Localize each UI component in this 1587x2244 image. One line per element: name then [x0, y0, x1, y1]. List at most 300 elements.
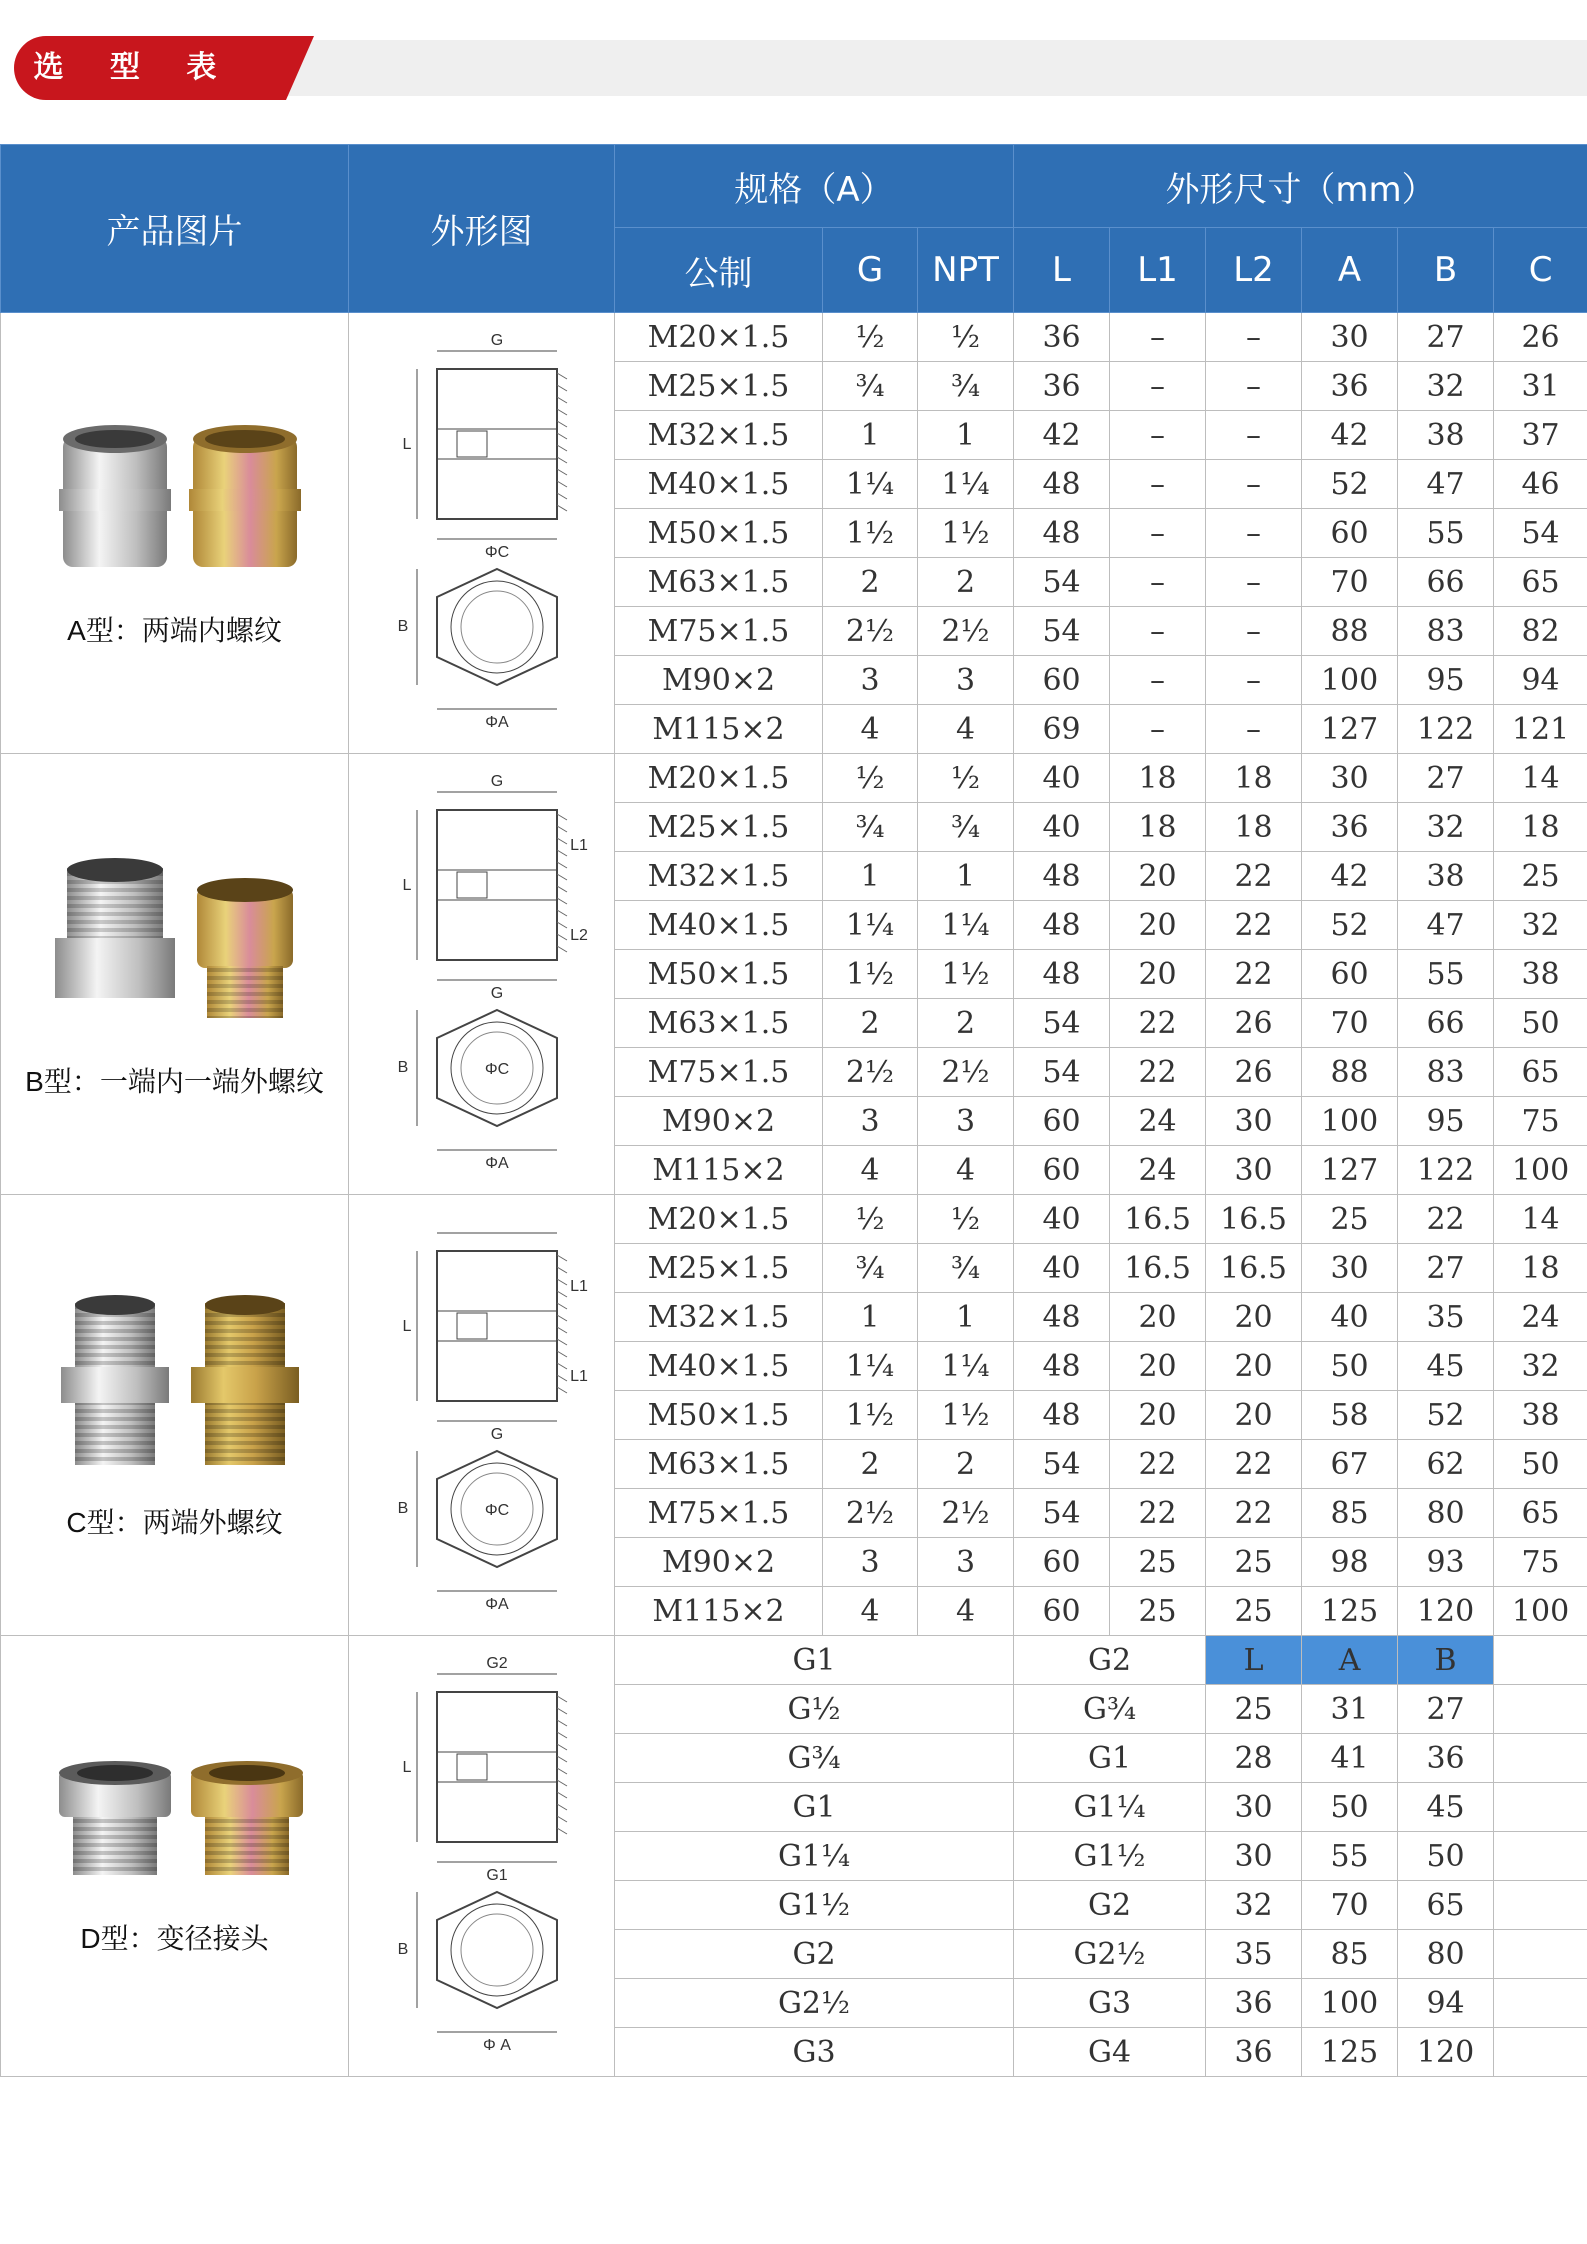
outline-drawing-cell — [349, 1195, 615, 1636]
header-spec-group: 规格（A） — [615, 145, 1014, 228]
cell-l1: – — [1110, 705, 1206, 754]
cell-l: 30 — [1206, 1783, 1302, 1832]
end-view-hexagon — [437, 1892, 557, 2008]
cell-l2: – — [1206, 656, 1302, 705]
cell-l1: – — [1110, 607, 1206, 656]
cell-g: 1¼ — [823, 1342, 918, 1391]
product-photo — [1, 754, 348, 1194]
thread-mark — [557, 421, 567, 427]
cell-metric: M90×2 — [615, 656, 823, 705]
cell-l1: 25 — [1110, 1587, 1206, 1636]
cell-metric: M25×1.5 — [615, 362, 823, 411]
product-photo — [1, 1195, 348, 1635]
cell-l2: 16.5 — [1206, 1244, 1302, 1293]
cell-g1: G1½ — [615, 1881, 1014, 1930]
cell-l: 28 — [1206, 1734, 1302, 1783]
cell-b: 62 — [1398, 1440, 1494, 1489]
cell-g2: G¾ — [1014, 1685, 1206, 1734]
cell-c: 32 — [1494, 1342, 1587, 1391]
cell-g: 2 — [823, 1440, 918, 1489]
cell-l1: – — [1110, 509, 1206, 558]
cell-b: 122 — [1398, 705, 1494, 754]
cell-g2: G2½ — [1014, 1930, 1206, 1979]
cell-b: 55 — [1398, 509, 1494, 558]
cell-metric: M20×1.5 — [615, 1195, 823, 1244]
cell-a: 88 — [1302, 607, 1398, 656]
cell-l: 69 — [1014, 705, 1110, 754]
cell-b: 45 — [1398, 1783, 1494, 1832]
drawing-label-b: B — [397, 618, 408, 635]
cell-b: 120 — [1398, 2028, 1494, 2077]
cell-c: 31 — [1494, 362, 1587, 411]
cell-l2: – — [1206, 411, 1302, 460]
cell-c: 14 — [1494, 1195, 1587, 1244]
thread-mark — [557, 898, 567, 904]
cell-a: 70 — [1302, 999, 1398, 1048]
end-view-outer-circle — [451, 581, 543, 673]
hex-flat — [457, 1313, 487, 1339]
table-row — [1, 1195, 1587, 1244]
cell-l1: 20 — [1110, 950, 1206, 999]
cell-l1: 22 — [1110, 1489, 1206, 1538]
cell-l2: 30 — [1206, 1146, 1302, 1195]
cell-l: 48 — [1014, 1342, 1110, 1391]
cell-g: 2 — [823, 558, 918, 607]
cell-l2: 18 — [1206, 754, 1302, 803]
side-view-body — [437, 1692, 557, 1842]
cell-metric: M32×1.5 — [615, 852, 823, 901]
thread-mark — [557, 826, 567, 832]
drawing-label-l1b: L1 — [569, 1368, 588, 1385]
end-view-inner-circle — [461, 1914, 533, 1986]
cell-g: ¾ — [823, 362, 918, 411]
cell-metric: M20×1.5 — [615, 313, 823, 362]
cell-npt: 1½ — [918, 1391, 1014, 1440]
cell-npt: 4 — [918, 705, 1014, 754]
cell-c: 65 — [1494, 558, 1587, 607]
cell-l1: – — [1110, 460, 1206, 509]
cell-metric: M63×1.5 — [615, 558, 823, 607]
drawing-label-l: L — [402, 1318, 411, 1335]
cell-metric: M50×1.5 — [615, 509, 823, 558]
cell-a: 52 — [1302, 901, 1398, 950]
end-view-outer-circle — [451, 1904, 543, 1996]
cell-metric: M50×1.5 — [615, 950, 823, 999]
cell-b: 80 — [1398, 1930, 1494, 1979]
cell-a: 70 — [1302, 558, 1398, 607]
thread-mark — [557, 934, 567, 940]
cell-g1: G3 — [615, 2028, 1014, 2077]
cell-l: 36 — [1014, 362, 1110, 411]
cell-g: ¾ — [823, 803, 918, 852]
drawing-label-a: Φ A — [482, 2037, 511, 2052]
empty-cell — [1494, 1734, 1587, 1783]
cell-metric: M75×1.5 — [615, 1489, 823, 1538]
cell-l: 32 — [1206, 1881, 1302, 1930]
hex-flat — [457, 872, 487, 898]
cell-npt: 2½ — [918, 1489, 1014, 1538]
cell-c: 38 — [1494, 950, 1587, 999]
cell-npt: 2 — [918, 999, 1014, 1048]
outline-drawing-cell — [349, 313, 615, 754]
subheader-l: L — [1206, 1636, 1302, 1685]
product-photo — [1, 1636, 348, 2076]
thread-mark — [557, 814, 567, 820]
cell-l1: 22 — [1110, 999, 1206, 1048]
cell-metric: M75×1.5 — [615, 1048, 823, 1097]
cell-g: 1 — [823, 1293, 918, 1342]
drawing-label-c: ΦC — [484, 544, 509, 561]
thread-mark — [557, 373, 567, 379]
cell-a: 50 — [1302, 1783, 1398, 1832]
end-view-hexagon — [437, 569, 557, 685]
header-metric: 公制 — [615, 228, 823, 313]
drawing-label-l: L — [402, 436, 411, 453]
cell-l: 30 — [1206, 1832, 1302, 1881]
thread-mark — [557, 1804, 567, 1810]
cell-a: 85 — [1302, 1930, 1398, 1979]
thread-mark — [557, 433, 567, 439]
cell-b: 94 — [1398, 1979, 1494, 2028]
cell-l: 60 — [1014, 1097, 1110, 1146]
cell-npt: 2½ — [918, 607, 1014, 656]
cell-b: 122 — [1398, 1146, 1494, 1195]
banner-title: 选 型 表 — [33, 50, 235, 85]
thread-mark — [557, 910, 567, 916]
empty-cell — [1494, 1783, 1587, 1832]
thread-mark — [557, 1303, 567, 1309]
cell-c: 38 — [1494, 1391, 1587, 1440]
cell-l: 36 — [1206, 2028, 1302, 2077]
type-label: C型：两端外螺纹 — [66, 1507, 283, 1538]
cell-l1: – — [1110, 558, 1206, 607]
cell-l1: 24 — [1110, 1146, 1206, 1195]
cell-b: 120 — [1398, 1587, 1494, 1636]
thread-mark — [557, 1696, 567, 1702]
cell-l2: – — [1206, 607, 1302, 656]
drawing-label-a: ΦA — [484, 1155, 509, 1170]
cell-metric: M50×1.5 — [615, 1391, 823, 1440]
cell-a: 98 — [1302, 1538, 1398, 1587]
cell-c: 50 — [1494, 1440, 1587, 1489]
thread-mark — [557, 850, 567, 856]
product-photo-cell — [1, 754, 349, 1195]
cell-l1: 16.5 — [1110, 1244, 1206, 1293]
cell-l1: – — [1110, 313, 1206, 362]
product-photo — [1, 313, 348, 753]
thread-mark — [557, 493, 567, 499]
header-l: L — [1014, 228, 1110, 313]
cell-a: 100 — [1302, 1979, 1398, 2028]
cell-c: 46 — [1494, 460, 1587, 509]
cell-g2: G2 — [1014, 1881, 1206, 1930]
cell-npt: 1½ — [918, 950, 1014, 999]
cell-g: 3 — [823, 1538, 918, 1587]
thread-mark — [557, 946, 567, 952]
cell-b: 22 — [1398, 1195, 1494, 1244]
cell-l1: 22 — [1110, 1440, 1206, 1489]
cell-b: 83 — [1398, 1048, 1494, 1097]
cell-l2: 18 — [1206, 803, 1302, 852]
section-banner — [14, 36, 1587, 100]
cell-l2: 22 — [1206, 1489, 1302, 1538]
cell-npt: 4 — [918, 1146, 1014, 1195]
cell-l: 48 — [1014, 509, 1110, 558]
thread-mark — [557, 409, 567, 415]
cell-a: 36 — [1302, 362, 1398, 411]
cell-c: 50 — [1494, 999, 1587, 1048]
cell-l2: – — [1206, 558, 1302, 607]
cell-npt: 1½ — [918, 509, 1014, 558]
cell-a: 60 — [1302, 509, 1398, 558]
cell-l1: – — [1110, 411, 1206, 460]
cell-l2: 16.5 — [1206, 1195, 1302, 1244]
cell-c: 18 — [1494, 803, 1587, 852]
outline-drawing-cell — [349, 1636, 615, 2077]
product-photo-cell — [1, 1195, 349, 1636]
thread-mark — [557, 922, 567, 928]
cell-metric: M90×2 — [615, 1097, 823, 1146]
header-b: B — [1398, 228, 1494, 313]
hex-flat — [457, 1754, 487, 1780]
cell-b: 52 — [1398, 1391, 1494, 1440]
cell-npt: 2 — [918, 1440, 1014, 1489]
thread-mark — [557, 481, 567, 487]
cell-c: 32 — [1494, 901, 1587, 950]
cell-g2: G3 — [1014, 1979, 1206, 2028]
cell-b: 66 — [1398, 999, 1494, 1048]
thread-mark — [557, 874, 567, 880]
thread-mark — [557, 1267, 567, 1273]
empty-cell — [1494, 1832, 1587, 1881]
thread-mark — [557, 1387, 567, 1393]
cell-metric: M32×1.5 — [615, 1293, 823, 1342]
cell-b: 66 — [1398, 558, 1494, 607]
drawing-label-g: G — [490, 332, 503, 349]
cell-npt: ½ — [918, 754, 1014, 803]
thread-mark — [557, 1732, 567, 1738]
cell-b: 93 — [1398, 1538, 1494, 1587]
cell-g2: G1½ — [1014, 1832, 1206, 1881]
cell-g1: G2 — [615, 1930, 1014, 1979]
cell-l: 54 — [1014, 607, 1110, 656]
header-g: G — [823, 228, 918, 313]
cell-a: 127 — [1302, 1146, 1398, 1195]
cell-a: 52 — [1302, 460, 1398, 509]
thread-mark — [557, 1744, 567, 1750]
cell-a: 58 — [1302, 1391, 1398, 1440]
thread-mark — [557, 1768, 567, 1774]
thread-mark — [557, 862, 567, 868]
drawing-label-b: B — [397, 1941, 408, 1958]
header-dim-group: 外形尺寸（mm） — [1014, 145, 1587, 228]
cell-b: 36 — [1398, 1734, 1494, 1783]
cell-a: 36 — [1302, 803, 1398, 852]
cell-b: 80 — [1398, 1489, 1494, 1538]
cell-c: 54 — [1494, 509, 1587, 558]
cell-c: 94 — [1494, 656, 1587, 705]
type-label: D型：变径接头 — [80, 1923, 269, 1954]
end-view-inner-circle — [461, 591, 533, 663]
cell-l: 48 — [1014, 852, 1110, 901]
cell-npt: ¾ — [918, 803, 1014, 852]
cell-a: 125 — [1302, 1587, 1398, 1636]
cell-g: 1 — [823, 411, 918, 460]
cell-metric: M75×1.5 — [615, 607, 823, 656]
cell-a: 100 — [1302, 656, 1398, 705]
cell-l: 60 — [1014, 656, 1110, 705]
subheader-g2: G2 — [1014, 1636, 1206, 1685]
cell-a: 30 — [1302, 1244, 1398, 1293]
header-npt: NPT — [918, 228, 1014, 313]
cell-g: 4 — [823, 705, 918, 754]
cell-b: 47 — [1398, 460, 1494, 509]
cell-l2: 20 — [1206, 1391, 1302, 1440]
type-label: A型：两端内螺纹 — [67, 615, 282, 646]
cell-c: 25 — [1494, 852, 1587, 901]
cell-l2: – — [1206, 460, 1302, 509]
cell-g: 2 — [823, 999, 918, 1048]
cell-l: 54 — [1014, 999, 1110, 1048]
thread-mark — [557, 838, 567, 844]
table-row — [1, 313, 1587, 362]
cell-metric: M40×1.5 — [615, 901, 823, 950]
thread-mark — [557, 397, 567, 403]
cell-l1: 20 — [1110, 1293, 1206, 1342]
cell-l1: 24 — [1110, 1097, 1206, 1146]
cell-l: 42 — [1014, 411, 1110, 460]
subheader-a: A — [1302, 1636, 1398, 1685]
cell-l: 54 — [1014, 1048, 1110, 1097]
drawing-label-b: B — [397, 1500, 408, 1517]
cell-g2: G4 — [1014, 2028, 1206, 2077]
cell-l: 40 — [1014, 803, 1110, 852]
type-label: B型：一端内一端外螺纹 — [25, 1066, 324, 1097]
side-view-body — [437, 1251, 557, 1401]
thread-mark — [557, 1792, 567, 1798]
cell-g: 1¼ — [823, 901, 918, 950]
cell-l1: 18 — [1110, 803, 1206, 852]
empty-cell — [1494, 1979, 1587, 2028]
thread-mark — [557, 385, 567, 391]
thread-mark — [557, 886, 567, 892]
cell-g: 3 — [823, 656, 918, 705]
cell-l2: 30 — [1206, 1097, 1302, 1146]
thread-mark — [557, 1255, 567, 1261]
cell-l: 40 — [1014, 754, 1110, 803]
thread-mark — [557, 1756, 567, 1762]
thread-mark — [557, 1363, 567, 1369]
cell-metric: M63×1.5 — [615, 999, 823, 1048]
cell-a: 31 — [1302, 1685, 1398, 1734]
cell-l: 40 — [1014, 1195, 1110, 1244]
cell-b: 95 — [1398, 1097, 1494, 1146]
drawing-label-g2: G2 — [485, 1655, 508, 1672]
table-body — [1, 313, 1587, 2077]
cell-c: 26 — [1494, 313, 1587, 362]
thread-mark — [557, 1375, 567, 1381]
thread-mark — [557, 457, 567, 463]
drawing-label-l1: L1 — [569, 1278, 588, 1295]
cell-l: 48 — [1014, 950, 1110, 999]
drawing-label-l1: L1 — [569, 837, 588, 854]
cell-b: 83 — [1398, 607, 1494, 656]
cell-c: 75 — [1494, 1538, 1587, 1587]
cell-npt: ¾ — [918, 362, 1014, 411]
cell-l: 36 — [1014, 313, 1110, 362]
cell-b: 95 — [1398, 656, 1494, 705]
cell-c: 100 — [1494, 1587, 1587, 1636]
cell-l2: 22 — [1206, 901, 1302, 950]
cell-npt: 1¼ — [918, 460, 1014, 509]
cell-l2: 26 — [1206, 1048, 1302, 1097]
cell-l2: – — [1206, 509, 1302, 558]
cell-l2: 20 — [1206, 1342, 1302, 1391]
cell-l: 54 — [1014, 1440, 1110, 1489]
cell-a: 41 — [1302, 1734, 1398, 1783]
drawing-label-l: L — [402, 1759, 411, 1776]
thread-mark — [557, 1828, 567, 1834]
cell-g: 1 — [823, 852, 918, 901]
drawing-label-c-inner: ΦC — [484, 1502, 509, 1519]
cell-l1: – — [1110, 362, 1206, 411]
cell-l2: 25 — [1206, 1538, 1302, 1587]
cell-a: 30 — [1302, 313, 1398, 362]
cell-l1: – — [1110, 656, 1206, 705]
cell-a: 25 — [1302, 1195, 1398, 1244]
cell-g: ¾ — [823, 1244, 918, 1293]
cell-l2: 26 — [1206, 999, 1302, 1048]
hex-flat — [457, 431, 487, 457]
cell-a: 55 — [1302, 1832, 1398, 1881]
cell-l: 48 — [1014, 460, 1110, 509]
cell-l: 36 — [1206, 1979, 1302, 2028]
cell-g: 1½ — [823, 1391, 918, 1440]
cell-a: 40 — [1302, 1293, 1398, 1342]
cell-g: 2½ — [823, 1489, 918, 1538]
cell-g1: G2½ — [615, 1979, 1014, 2028]
cell-c: 24 — [1494, 1293, 1587, 1342]
cell-g2: G1 — [1014, 1734, 1206, 1783]
cell-metric: M25×1.5 — [615, 803, 823, 852]
cell-c: 65 — [1494, 1489, 1587, 1538]
cell-l1: 20 — [1110, 1342, 1206, 1391]
drawing-label-c-inner: ΦC — [484, 1061, 509, 1078]
cell-l2: 20 — [1206, 1293, 1302, 1342]
cell-a: 30 — [1302, 754, 1398, 803]
cell-npt: 1¼ — [918, 1342, 1014, 1391]
cell-npt: 3 — [918, 1097, 1014, 1146]
cell-l1: 20 — [1110, 1391, 1206, 1440]
cell-l2: 22 — [1206, 950, 1302, 999]
cell-a: 100 — [1302, 1097, 1398, 1146]
cell-g: 1½ — [823, 509, 918, 558]
thread-mark — [557, 1291, 567, 1297]
cell-b: 45 — [1398, 1342, 1494, 1391]
cell-l2: 25 — [1206, 1587, 1302, 1636]
cell-a: 50 — [1302, 1342, 1398, 1391]
thread-mark — [557, 1339, 567, 1345]
cell-b: 47 — [1398, 901, 1494, 950]
drawing-label-g-bottom: G — [490, 985, 503, 1002]
outline-drawing-cell — [349, 754, 615, 1195]
cell-l: 48 — [1014, 901, 1110, 950]
cell-metric: M115×2 — [615, 1146, 823, 1195]
cell-g1: G½ — [615, 1685, 1014, 1734]
thread-mark — [557, 469, 567, 475]
header-product-image: 产品图片 — [1, 145, 349, 313]
cell-a: 88 — [1302, 1048, 1398, 1097]
